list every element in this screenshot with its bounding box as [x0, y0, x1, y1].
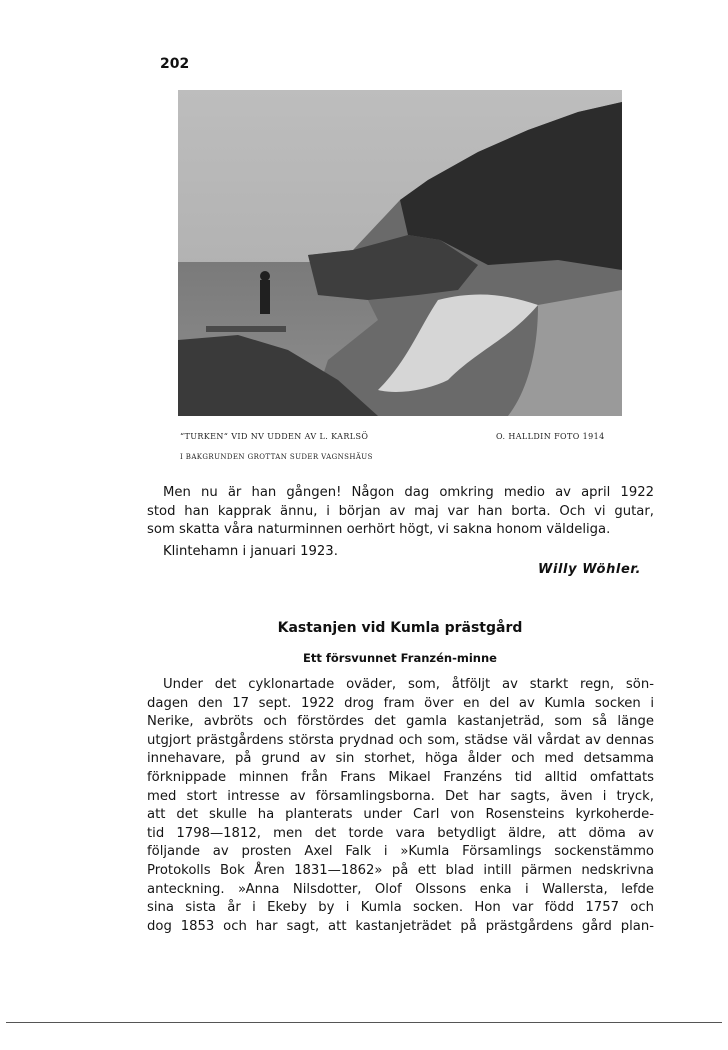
text-line: Protokolls Bok Åren 1831—1862» på ett blad intill pärmen nedskrivna: [147, 862, 654, 878]
text-line: med stort intresse av församlingsborna. Det har sagts, även i tryck,: [147, 788, 654, 804]
text-line: förknippade minnen från Frans Mikael Franzéns tid alltid omfattats: [147, 769, 654, 785]
text-line: följande av prosten Axel Falk i »Kumla Församlings sockenstämmo: [147, 844, 654, 860]
article1-paragraph: [147, 484, 654, 540]
text-line: Men nu är han gången! Någon dag omkring medio av april 1922: [163, 485, 654, 500]
page-edge-line: [6, 1022, 722, 1023]
boat: [206, 326, 286, 332]
text-line: sina sista år i Ekeby by i Kumla socken. Hon var född 1757 och: [147, 900, 654, 916]
dateline: Klintehamn i januari 1923.: [163, 544, 338, 559]
text-line: innehavare, på grund av sin storhet, höga ålder och med detsamma: [147, 751, 654, 767]
text-line: Nerike, avbröts och förstördes det gamla kastanjeträd, som så länge: [147, 714, 654, 730]
page-number: 202: [160, 56, 190, 72]
text-line: som skatta våra naturminnen oerhört högt, vi sakna honom väldeliga.: [147, 522, 611, 538]
photo-credit: O. HALLDIN FOTO 1914: [496, 432, 605, 441]
photo-caption-title: “TURKEN“ VID NV UDDEN AV L. KARLSÖ: [180, 432, 369, 441]
text-line: dagen den 17 sept. 1922 drog fram över en del av Kumla socken i: [147, 695, 654, 711]
article-title: Kastanjen vid Kumla prästgård: [277, 620, 523, 636]
figure: [260, 280, 270, 314]
text-line: utgjort prästgårdens största prydnad och som, städse väl vårdat av dennas: [147, 732, 654, 748]
article-subtitle: Ett försvunnet Franzén-minne: [303, 651, 497, 665]
text-line: att det skulle ha planterats under Carl von Rosensteins kyrkoherde-: [147, 807, 654, 823]
photo-caption-subtitle: I BAKGRUNDEN GROTTAN SUDER VAGNSHÄUS: [180, 453, 373, 461]
text-line: dog 1853 och har sagt, att kastanjeträdet på prästgårdens gård plan-: [147, 918, 654, 934]
text-line: anteckning. »Anna Nilsdotter, Olof Olssons enka i Wallersta, lefde: [147, 881, 654, 897]
photograph-coastal-cliff: [178, 90, 622, 416]
text-line: Under det cyklonartade oväder, som, åtföljt av starkt regn, sön-: [163, 677, 654, 692]
article2-paragraph: [147, 676, 654, 936]
text-line: tid 1798—1812, men det torde vara betydligt äldre, att döma av: [147, 825, 654, 841]
figure-head: [260, 271, 270, 281]
author-signature: Willy Wöhler.: [538, 562, 642, 577]
photo-illustration: [178, 90, 622, 416]
text-line: stod han kapprak ännu, i början av maj var han borta. Och vi gutar,: [147, 503, 654, 519]
